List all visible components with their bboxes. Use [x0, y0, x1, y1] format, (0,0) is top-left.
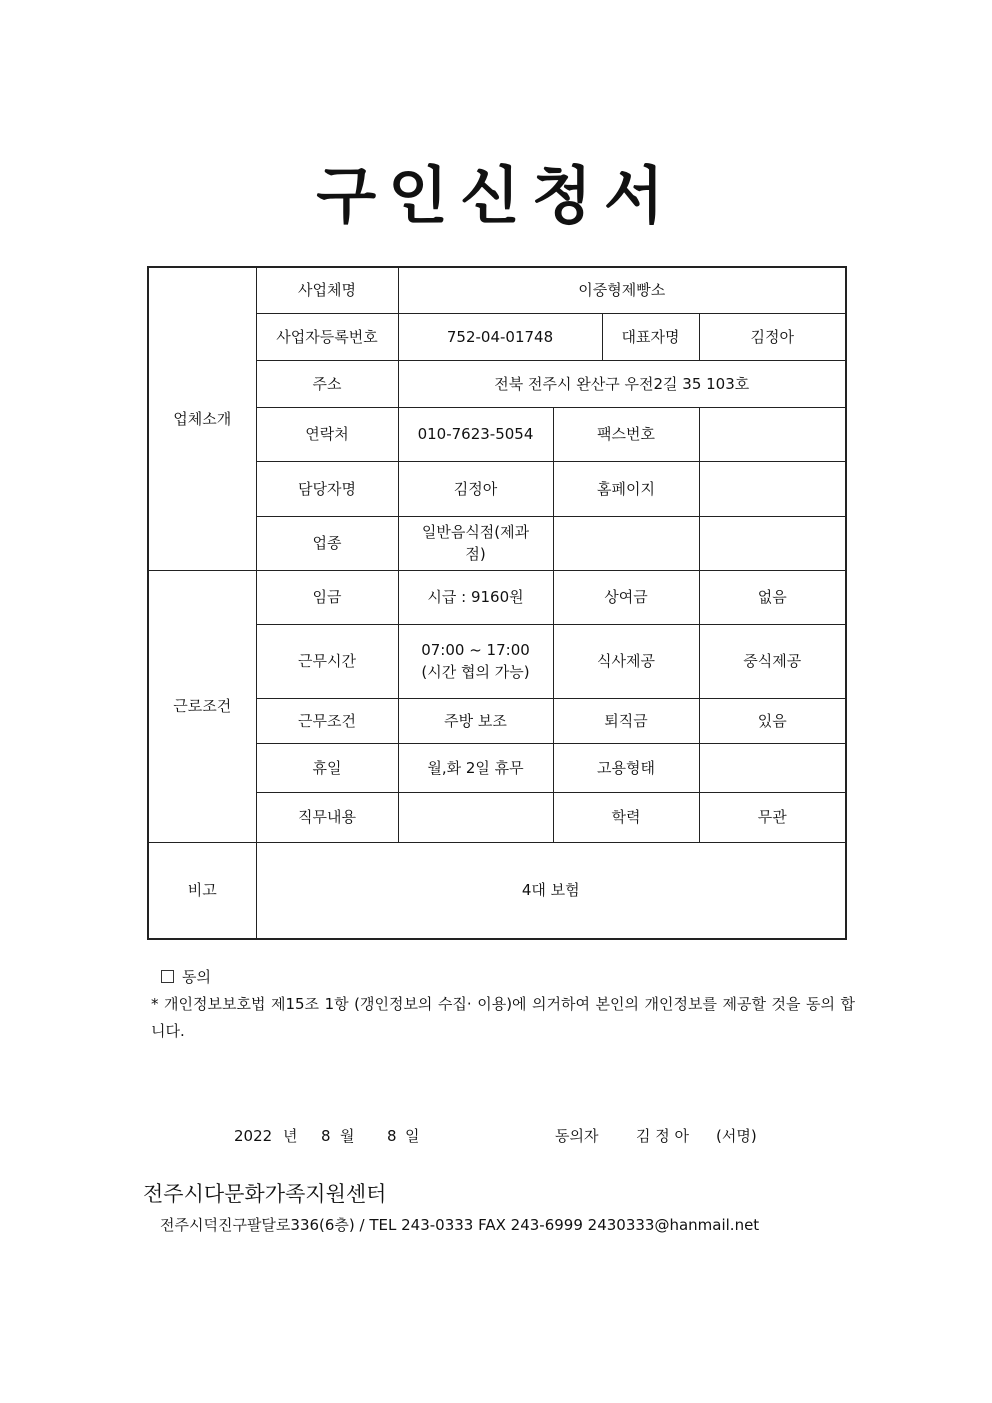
- employment-label: 고용형태: [553, 743, 699, 792]
- manager-label: 담당자명: [256, 461, 398, 516]
- holiday-label: 휴일: [256, 743, 398, 792]
- org-contact: 전주시덕진구팔달로336(6층) / TEL 243-0333 FAX 243-6999 2430333@hanmail.net: [160, 1216, 760, 1234]
- duty-label: 직무내용: [256, 792, 398, 842]
- consent-checkbox-row[interactable]: [143, 964, 855, 991]
- company-name-label: 사업체명: [256, 267, 398, 313]
- duty-value: [398, 792, 553, 842]
- reg-no-value: 752-04-01748: [398, 313, 602, 360]
- hours-range: 07:00 ~ 17:00: [421, 641, 530, 659]
- severance-label: 퇴직금: [553, 698, 699, 743]
- company-section-label: 업체소개: [148, 267, 256, 570]
- wage-value: 시급 : 9160원: [398, 570, 553, 624]
- wage-label: 임금: [256, 570, 398, 624]
- ceo-label: 대표자명: [602, 313, 699, 360]
- hours-note: (시간 협의 가능): [421, 663, 530, 681]
- fax-value: [699, 407, 846, 461]
- meal-label: 식사제공: [553, 624, 699, 698]
- fax-label: 팩스번호: [553, 407, 699, 461]
- remarks-value: 4대 보험: [256, 842, 846, 939]
- bonus-label: 상여금: [553, 570, 699, 624]
- severance-value: 있음: [699, 698, 846, 743]
- sign-day-unit: 일: [405, 1127, 420, 1145]
- sign-mark: (서명): [716, 1127, 757, 1145]
- remarks-label: 비고: [148, 842, 256, 939]
- homepage-label: 홈페이지: [553, 461, 699, 516]
- holiday-value: 월,화 2일 휴무: [398, 743, 553, 792]
- phone-value: 010-7623-5054: [398, 407, 553, 461]
- work-cond-label: 근무조건: [256, 698, 398, 743]
- hours-value: [398, 624, 553, 698]
- sign-month-unit: 월: [340, 1127, 355, 1145]
- page-title: 구인신청서: [316, 159, 676, 232]
- sign-year: 2022: [234, 1127, 273, 1145]
- signer-name: 김 정 아: [636, 1127, 690, 1145]
- ceo-value: 김정아: [699, 313, 846, 360]
- address-value: 전북 전주시 완산구 우전2길 35 103호: [398, 360, 846, 407]
- consent-text: * 개인정보보호법 제15조 1항 (갱인정보의 수집· 이용)에 의거하여 본인의 개인정보를 제공할 것을 동의 합니다.: [151, 995, 855, 1040]
- manager-value: 김정아: [398, 461, 553, 516]
- industry-label: 업종: [256, 516, 398, 570]
- industry-empty-cell-2: [699, 516, 846, 570]
- address-label: 주소: [256, 360, 398, 407]
- industry-value: 일반음식점(제과점): [398, 516, 553, 570]
- signer-label: 동의자: [555, 1127, 599, 1145]
- consent-checkbox[interactable]: [161, 970, 174, 983]
- work-cond-value: 주방 보조: [398, 698, 553, 743]
- phone-label: 연락처: [256, 407, 398, 461]
- education-label: 학력: [553, 792, 699, 842]
- consent-block: [143, 964, 855, 1045]
- consent-checkbox-label: 동의: [182, 968, 211, 986]
- employment-value: [699, 743, 846, 792]
- company-name-value: 이중형제빵소: [398, 267, 846, 313]
- education-value: 무관: [699, 792, 846, 842]
- industry-empty-cell: [553, 516, 699, 570]
- org-name: 전주시다문화가족지원센터: [143, 1182, 387, 1206]
- homepage-value: [699, 461, 846, 516]
- sign-year-unit: 년: [283, 1127, 298, 1145]
- reg-no-label: 사업자등록번호: [256, 313, 398, 360]
- hours-label: 근무시간: [256, 624, 398, 698]
- conditions-section-label: 근로조건: [148, 570, 256, 842]
- job-application-table: [147, 266, 847, 940]
- meal-value: 중식제공: [699, 624, 846, 698]
- sign-month: 8: [321, 1127, 331, 1145]
- bonus-value: 없음: [699, 570, 846, 624]
- sign-day: 8: [387, 1127, 397, 1145]
